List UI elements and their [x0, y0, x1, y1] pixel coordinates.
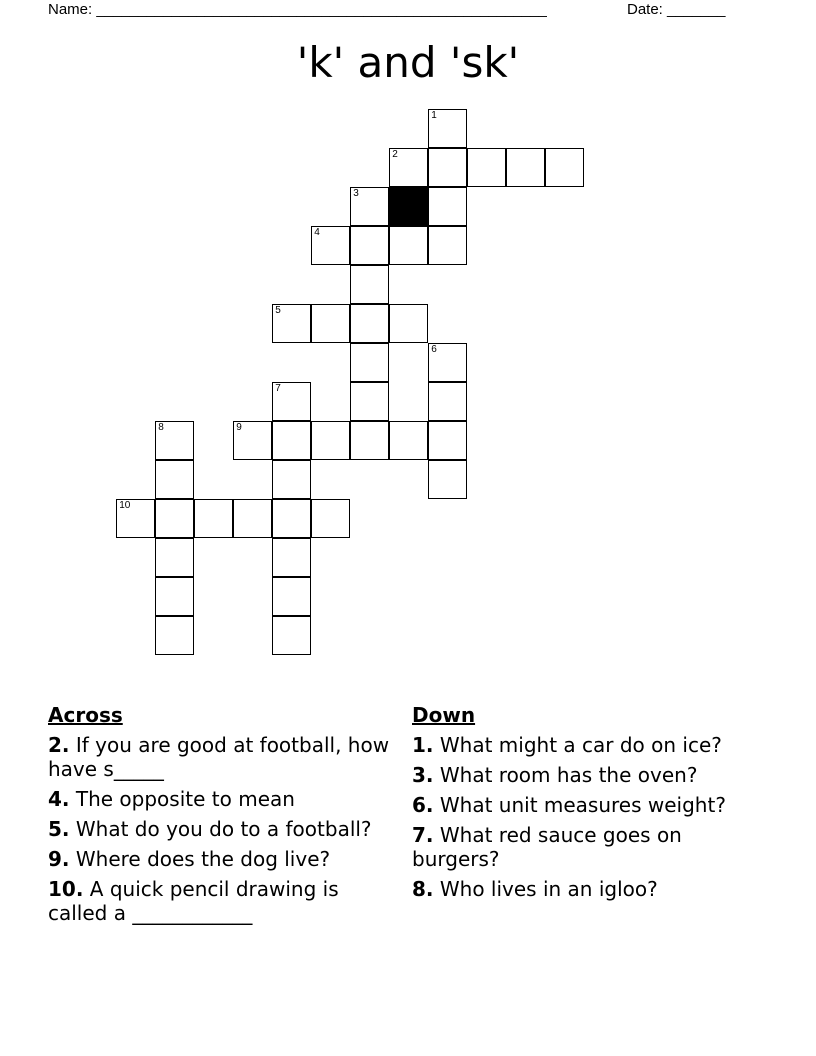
crossword-cell[interactable] [350, 304, 389, 343]
clue-text: What room has the oven? [433, 763, 698, 787]
crossword-cell[interactable] [272, 382, 311, 421]
crossword-cell[interactable] [350, 382, 389, 421]
down-clue [412, 733, 757, 757]
across-clue [48, 787, 393, 811]
clue-number: 8 [158, 422, 164, 434]
crossword-cell[interactable] [272, 421, 311, 460]
crossword-cell[interactable] [389, 148, 428, 187]
crossword-cell[interactable] [350, 265, 389, 304]
crossword-cell[interactable] [272, 577, 311, 616]
crossword-cell[interactable] [272, 499, 311, 538]
crossword-cell[interactable] [311, 226, 350, 265]
across-clues [48, 703, 393, 931]
crossword-cell[interactable] [389, 304, 428, 343]
crossword-cell[interactable] [428, 343, 467, 382]
clue-number: 4 [314, 227, 320, 239]
clue-num: 8. [412, 877, 434, 901]
crossword-cell[interactable] [428, 226, 467, 265]
clue-number: 5 [275, 305, 281, 317]
crossword-cell[interactable] [116, 499, 155, 538]
clue-num: 7. [412, 823, 434, 847]
clue-text: What do you do to a football? [69, 817, 372, 841]
crossword-cell[interactable] [467, 148, 506, 187]
clue-number: 7 [275, 383, 281, 395]
down-clue [412, 793, 757, 817]
crossword-cell[interactable] [311, 499, 350, 538]
crossword-cell[interactable] [155, 460, 194, 499]
down-clue [412, 877, 757, 901]
crossword-cell[interactable] [272, 460, 311, 499]
clue-number: 1 [431, 110, 437, 122]
crossword-cell[interactable] [272, 538, 311, 577]
across-heading: Across [48, 703, 123, 727]
clue-number: 9 [236, 422, 242, 434]
crossword-cell[interactable] [545, 148, 584, 187]
clue-num: 2. [48, 733, 70, 757]
clue-num: 5. [48, 817, 70, 841]
crossword-cell[interactable] [272, 616, 311, 655]
clue-num: 6. [412, 793, 434, 817]
clue-num: 4. [48, 787, 70, 811]
crossword-cell[interactable] [155, 577, 194, 616]
clue-number: 2 [392, 149, 398, 161]
across-clue [48, 817, 393, 841]
down-clue [412, 763, 757, 787]
down-clue [412, 823, 757, 871]
name-field[interactable]: Name: ______________________________________________________ [48, 1, 547, 18]
crossword-cell[interactable] [194, 499, 233, 538]
clue-text: The opposite to mean [69, 787, 295, 811]
across-clue [48, 733, 393, 781]
crossword-cell[interactable] [272, 304, 311, 343]
clue-text: If you are good at football, how have s_____ [48, 733, 390, 781]
clue-text: Who lives in an igloo? [433, 877, 658, 901]
clue-num: 10. [48, 877, 84, 901]
crossword-cell[interactable] [350, 343, 389, 382]
clue-number: 3 [353, 188, 359, 200]
crossword-cell[interactable] [428, 109, 467, 148]
clue-num: 3. [412, 763, 434, 787]
crossword-cell[interactable] [233, 499, 272, 538]
crossword-cell[interactable] [311, 304, 350, 343]
crossword-cell[interactable] [428, 187, 467, 226]
crossword-cell[interactable] [311, 421, 350, 460]
crossword-cell[interactable] [428, 421, 467, 460]
clue-num: 9. [48, 847, 70, 871]
clue-text: What unit measures weight? [433, 793, 726, 817]
crossword-cell[interactable] [428, 148, 467, 187]
clue-text: What red sauce goes on burgers? [412, 823, 682, 871]
black-cell [389, 187, 428, 226]
crossword-cell[interactable] [389, 226, 428, 265]
crossword-cell[interactable] [155, 538, 194, 577]
clue-number: 10 [119, 500, 131, 512]
down-heading: Down [412, 703, 476, 727]
crossword-cell[interactable] [389, 421, 428, 460]
crossword-cell[interactable] [350, 226, 389, 265]
crossword-cell[interactable] [155, 421, 194, 460]
across-clue [48, 877, 393, 925]
clue-number: 6 [431, 344, 437, 356]
crossword-cell[interactable] [350, 421, 389, 460]
crossword-cell[interactable] [233, 421, 272, 460]
across-clue [48, 847, 393, 871]
clue-text: A quick pencil drawing is called a ____________ [48, 877, 339, 925]
down-clues [412, 703, 757, 907]
crossword-cell[interactable] [428, 460, 467, 499]
crossword-cell[interactable] [428, 382, 467, 421]
crossword-cell[interactable] [155, 499, 194, 538]
page-title: 'k' and 'sk' [296, 38, 520, 87]
clue-num: 1. [412, 733, 434, 757]
date-field[interactable]: Date: _______ [627, 1, 726, 18]
clue-text: Where does the dog live? [69, 847, 331, 871]
crossword-cell[interactable] [506, 148, 545, 187]
clue-text: What might a car do on ice? [433, 733, 722, 757]
crossword-cell[interactable] [155, 616, 194, 655]
crossword-cell[interactable] [350, 187, 389, 226]
